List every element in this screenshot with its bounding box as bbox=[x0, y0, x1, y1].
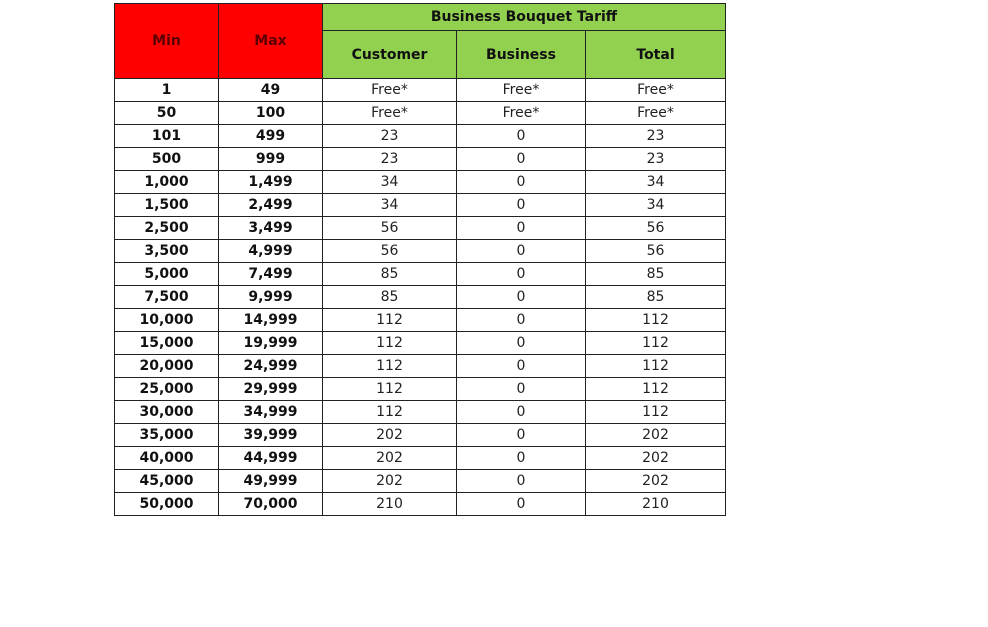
table-row bbox=[115, 493, 726, 516]
total-cell: 202 bbox=[586, 424, 726, 447]
business-cell: 0 bbox=[457, 263, 586, 286]
table-row bbox=[115, 355, 726, 378]
max-cell: 39,999 bbox=[219, 424, 323, 447]
business-cell: 0 bbox=[457, 194, 586, 217]
customer-cell: Free* bbox=[323, 102, 457, 125]
max-cell: 24,999 bbox=[219, 355, 323, 378]
customer-cell: 210 bbox=[323, 493, 457, 516]
tariff-group-header: Business Bouquet Tariff bbox=[323, 4, 726, 31]
min-cell: 40,000 bbox=[115, 447, 219, 470]
table-row bbox=[115, 332, 726, 355]
business-cell: 0 bbox=[457, 378, 586, 401]
business-cell: Free* bbox=[457, 102, 586, 125]
business-cell: 0 bbox=[457, 217, 586, 240]
customer-cell: 112 bbox=[323, 355, 457, 378]
table-row bbox=[115, 470, 726, 493]
table-row bbox=[115, 194, 726, 217]
table-row bbox=[115, 79, 726, 102]
business-cell: 0 bbox=[457, 355, 586, 378]
customer-cell: 112 bbox=[323, 378, 457, 401]
total-cell: 210 bbox=[586, 493, 726, 516]
min-cell: 35,000 bbox=[115, 424, 219, 447]
min-cell: 20,000 bbox=[115, 355, 219, 378]
min-cell: 30,000 bbox=[115, 401, 219, 424]
customer-cell: 202 bbox=[323, 470, 457, 493]
max-cell: 34,999 bbox=[219, 401, 323, 424]
customer-cell: Free* bbox=[323, 79, 457, 102]
customer-cell: 112 bbox=[323, 332, 457, 355]
min-cell: 101 bbox=[115, 125, 219, 148]
business-cell: 0 bbox=[457, 171, 586, 194]
business-cell: 0 bbox=[457, 148, 586, 171]
table-row bbox=[115, 240, 726, 263]
min-header: Min bbox=[115, 4, 219, 79]
total-cell: 112 bbox=[586, 332, 726, 355]
total-cell: 112 bbox=[586, 378, 726, 401]
tariff-table bbox=[114, 3, 726, 516]
max-cell: 1,499 bbox=[219, 171, 323, 194]
table-row bbox=[115, 263, 726, 286]
table-row bbox=[115, 217, 726, 240]
tariff-body bbox=[115, 79, 726, 516]
max-cell: 999 bbox=[219, 148, 323, 171]
min-cell: 50,000 bbox=[115, 493, 219, 516]
total-cell: 34 bbox=[586, 194, 726, 217]
total-cell: Free* bbox=[586, 79, 726, 102]
min-cell: 50 bbox=[115, 102, 219, 125]
max-cell: 7,499 bbox=[219, 263, 323, 286]
total-cell: Free* bbox=[586, 102, 726, 125]
customer-cell: 34 bbox=[323, 194, 457, 217]
business-cell: 0 bbox=[457, 309, 586, 332]
total-cell: 56 bbox=[586, 217, 726, 240]
max-cell: 100 bbox=[219, 102, 323, 125]
max-cell: 9,999 bbox=[219, 286, 323, 309]
max-cell: 2,499 bbox=[219, 194, 323, 217]
customer-header: Customer bbox=[323, 31, 457, 79]
min-cell: 7,500 bbox=[115, 286, 219, 309]
table-row bbox=[115, 102, 726, 125]
table-row bbox=[115, 309, 726, 332]
customer-cell: 34 bbox=[323, 171, 457, 194]
max-cell: 4,999 bbox=[219, 240, 323, 263]
customer-cell: 202 bbox=[323, 424, 457, 447]
total-cell: 112 bbox=[586, 401, 726, 424]
min-cell: 25,000 bbox=[115, 378, 219, 401]
max-cell: 3,499 bbox=[219, 217, 323, 240]
table-row bbox=[115, 171, 726, 194]
max-cell: 49,999 bbox=[219, 470, 323, 493]
total-cell: 202 bbox=[586, 470, 726, 493]
max-cell: 19,999 bbox=[219, 332, 323, 355]
total-cell: 112 bbox=[586, 309, 726, 332]
min-cell: 1,000 bbox=[115, 171, 219, 194]
min-cell: 2,500 bbox=[115, 217, 219, 240]
table-row bbox=[115, 378, 726, 401]
table-row bbox=[115, 125, 726, 148]
business-cell: Free* bbox=[457, 79, 586, 102]
total-cell: 56 bbox=[586, 240, 726, 263]
total-cell: 202 bbox=[586, 447, 726, 470]
total-cell: 85 bbox=[586, 286, 726, 309]
table-row bbox=[115, 286, 726, 309]
min-cell: 3,500 bbox=[115, 240, 219, 263]
business-cell: 0 bbox=[457, 332, 586, 355]
table-row bbox=[115, 447, 726, 470]
customer-cell: 112 bbox=[323, 401, 457, 424]
customer-cell: 112 bbox=[323, 309, 457, 332]
min-cell: 500 bbox=[115, 148, 219, 171]
max-cell: 70,000 bbox=[219, 493, 323, 516]
business-cell: 0 bbox=[457, 447, 586, 470]
table-row bbox=[115, 148, 726, 171]
table-row bbox=[115, 401, 726, 424]
customer-cell: 202 bbox=[323, 447, 457, 470]
customer-cell: 23 bbox=[323, 148, 457, 171]
max-cell: 49 bbox=[219, 79, 323, 102]
max-cell: 14,999 bbox=[219, 309, 323, 332]
total-header: Total bbox=[586, 31, 726, 79]
total-cell: 23 bbox=[586, 148, 726, 171]
total-cell: 34 bbox=[586, 171, 726, 194]
total-cell: 85 bbox=[586, 263, 726, 286]
customer-cell: 56 bbox=[323, 240, 457, 263]
business-header: Business bbox=[457, 31, 586, 79]
table-row bbox=[115, 424, 726, 447]
customer-cell: 85 bbox=[323, 263, 457, 286]
min-cell: 1 bbox=[115, 79, 219, 102]
customer-cell: 56 bbox=[323, 217, 457, 240]
business-cell: 0 bbox=[457, 470, 586, 493]
min-cell: 5,000 bbox=[115, 263, 219, 286]
max-header: Max bbox=[219, 4, 323, 79]
min-cell: 10,000 bbox=[115, 309, 219, 332]
business-cell: 0 bbox=[457, 493, 586, 516]
min-cell: 45,000 bbox=[115, 470, 219, 493]
business-cell: 0 bbox=[457, 125, 586, 148]
min-cell: 1,500 bbox=[115, 194, 219, 217]
total-cell: 23 bbox=[586, 125, 726, 148]
business-cell: 0 bbox=[457, 401, 586, 424]
business-cell: 0 bbox=[457, 240, 586, 263]
total-cell: 112 bbox=[586, 355, 726, 378]
max-cell: 29,999 bbox=[219, 378, 323, 401]
max-cell: 499 bbox=[219, 125, 323, 148]
max-cell: 44,999 bbox=[219, 447, 323, 470]
customer-cell: 85 bbox=[323, 286, 457, 309]
customer-cell: 23 bbox=[323, 125, 457, 148]
business-cell: 0 bbox=[457, 424, 586, 447]
min-cell: 15,000 bbox=[115, 332, 219, 355]
business-cell: 0 bbox=[457, 286, 586, 309]
